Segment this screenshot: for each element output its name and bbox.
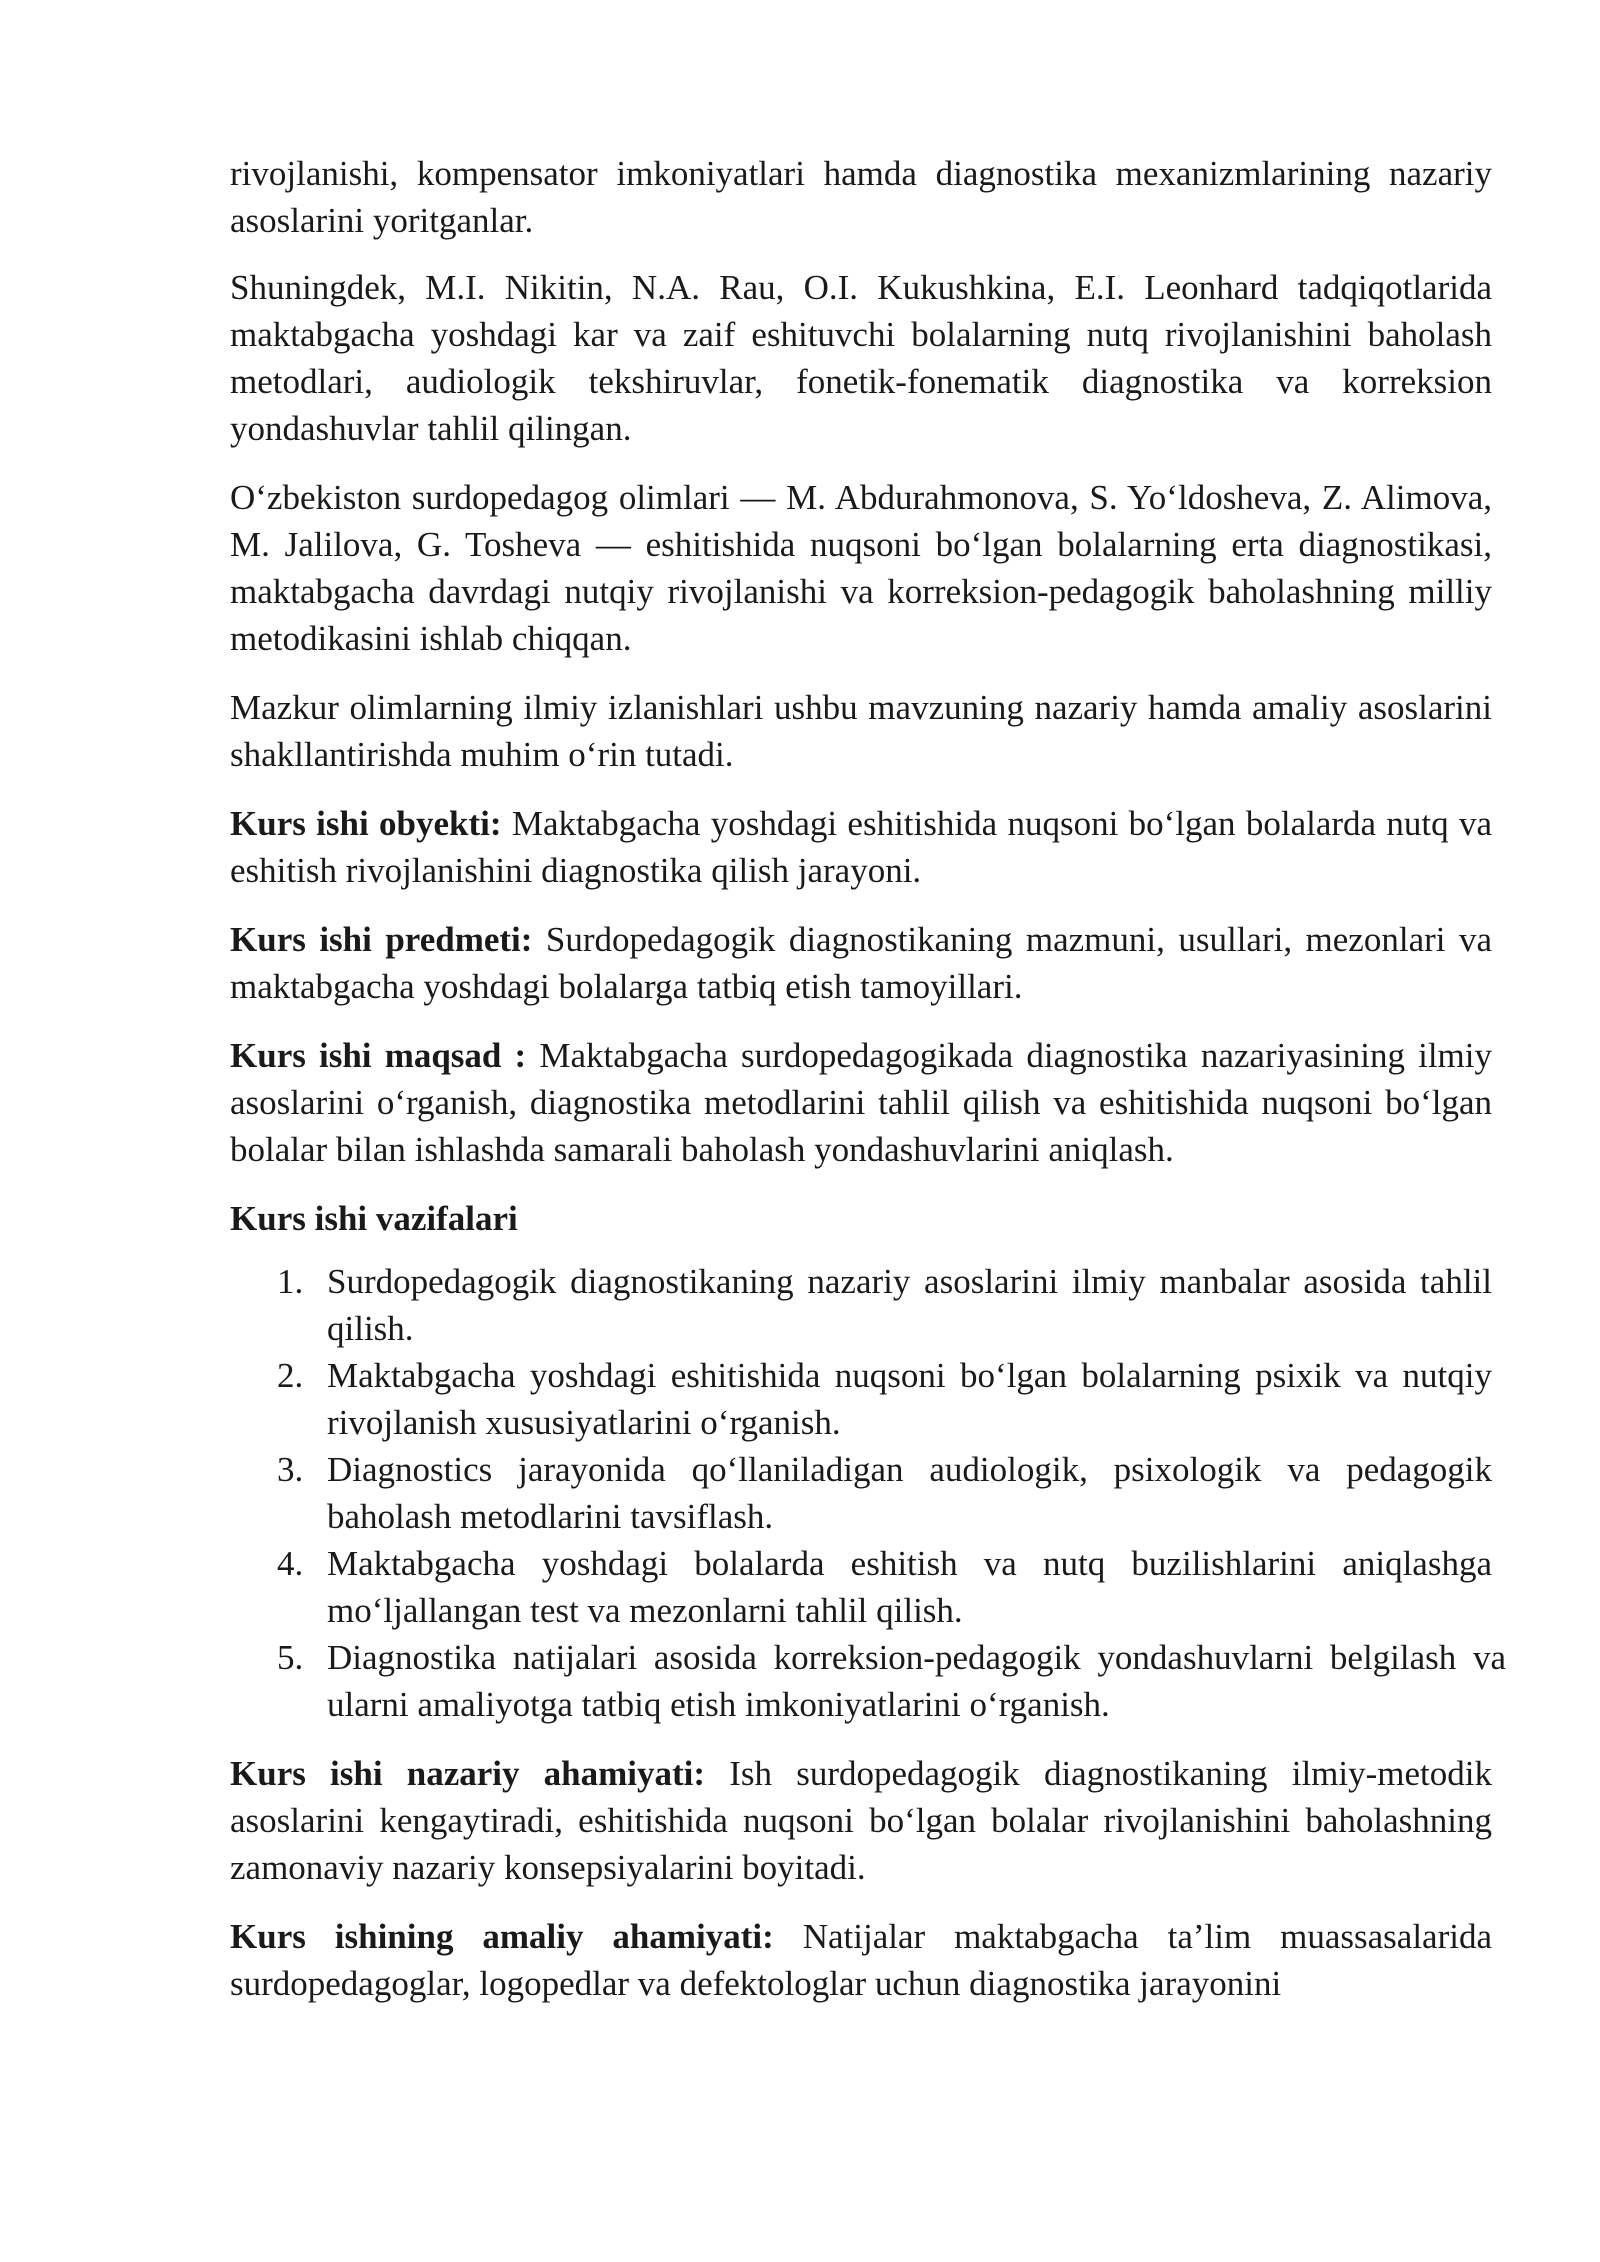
section-goal-label: Kurs ishi maqsad : xyxy=(230,1036,527,1075)
task-number: 2. xyxy=(277,1356,304,1395)
section-object-text: Maktabgacha yoshdagi eshitishida nuqsoni bo‘lgan bolalarda nutq va eshitish rivojlanishini diagnostika qilish jarayoni. xyxy=(230,804,1492,890)
section-theoretical-label: Kurs ishi nazariy ahamiyati: xyxy=(230,1754,706,1793)
paragraph-uzbek-scholars: O‘zbekiston surdopedagog olimlari — M. Abdurahmonova, S. Yo‘ldosheva, Z. Alimova, M. Jalilova, G. Tosheva — eshitishida nuqsoni bo‘lgan bolalarning erta diagnostikasi, maktabgacha davrdagi nutqiy rivojlanishi va korreksion-pedagogik baholashning milliy metodikasini ishlab chiqqan. xyxy=(230,478,1492,658)
task-item xyxy=(230,1352,1492,1446)
section-practical-label: Kurs ishining amaliy ahamiyati: xyxy=(230,1917,774,1956)
paragraph-intro-continuation: rivojlanishi, kompensator imkoniyatlari hamda diagnostika mexanizmlarining nazariy asoslarini yoritganlar. xyxy=(230,154,1492,240)
section-subject-label: Kurs ishi predmeti: xyxy=(230,920,533,959)
section-theoretical-text: Ish surdopedagogik diagnostikaning ilmiy-metodik asoslarini kengaytiradi, eshitishida nuqsoni bo‘lgan bolalar rivojlanishini baholashning zamonaviy nazariy konsepsiyalarini boyitadi. xyxy=(230,1754,1492,1887)
tasks-heading: Kurs ishi vazifalari xyxy=(230,1199,518,1238)
task-item xyxy=(230,1258,1492,1352)
task-text: Maktabgacha yoshdagi bolalarda eshitish va nutq buzilishlarini aniqlashga mo‘ljallangan test va mezonlarni tahlil qilish. xyxy=(327,1544,1492,1630)
task-text: Maktabgacha yoshdagi eshitishida nuqsoni bo‘lgan bolalarning psixik va nutqiy rivojlanish xususiyatlarini o‘rganish. xyxy=(327,1356,1492,1442)
task-text: Surdopedagogik diagnostikaning nazariy asoslarini ilmiy manbalar asosida tahlil qilish. xyxy=(327,1262,1492,1348)
section-practical-text: Natijalar maktabgacha ta’lim muassasalarida surdopedagoglar, logopedlar va defektologlar uchun diagnostika jarayonini xyxy=(230,1917,1492,2003)
task-number: 1. xyxy=(277,1262,304,1301)
paragraph-summary: Mazkur olimlarning ilmiy izlanishlari ushbu mavzuning nazariy hamda amaliy asoslarini shakllantirishda muhim o‘rin tutadi. xyxy=(230,688,1492,774)
section-object-label: Kurs ishi obyekti: xyxy=(230,804,502,843)
tasks-list xyxy=(230,1258,1506,1728)
task-item xyxy=(230,1634,1506,1728)
task-number: 3. xyxy=(277,1450,304,1489)
task-item xyxy=(230,1446,1492,1540)
task-item xyxy=(230,1540,1492,1634)
task-number: 5. xyxy=(277,1638,304,1677)
document-page xyxy=(230,150,1506,2029)
section-goal-text: Maktabgacha surdopedagogikada diagnostika nazariyasining ilmiy asoslarini o‘rganish, diagnostika metodlarini tahlil qilish va eshitishida nuqsoni bo‘lgan bolalar bilan ishlashda samarali baholash yondashuvlarini aniqlash. xyxy=(230,1036,1492,1169)
task-text: Diagnostika natijalari asosida korreksion-pedagogik yondashuvlarni belgilash va ularni amaliyotga tatbiq etish imkoniyatlarini o‘rganish. xyxy=(327,1638,1506,1724)
section-subject-text: Surdopedagogik diagnostikaning mazmuni, usullari, mezonlari va maktabgacha yoshdagi bolalarga tatbiq etish tamoyillari. xyxy=(230,920,1492,1006)
section-practical-significance xyxy=(230,1913,1492,2007)
task-text: Diagnostics jarayonida qo‘llaniladigan audiologik, psixologik va pedagogik baholash metodlarini tavsiflash. xyxy=(327,1450,1492,1536)
section-subject xyxy=(230,916,1492,1010)
section-theoretical-significance xyxy=(230,1750,1492,1891)
section-object xyxy=(230,800,1492,894)
section-goal xyxy=(230,1032,1492,1173)
task-number: 4. xyxy=(277,1544,304,1583)
paragraph-russian-researchers: Shuningdek, M.I. Nikitin, N.A. Rau, O.I. Kukushkina, E.I. Leonhard tadqiqotlarida maktabgacha yoshdagi kar va zaif eshituvchi bolalarning nutq rivojlanishini baholash metodlari, audiologik tekshiruvlar, fonetik-fonematik diagnostika va korreksion yondashuvlar tahlil qilingan. xyxy=(230,268,1492,448)
